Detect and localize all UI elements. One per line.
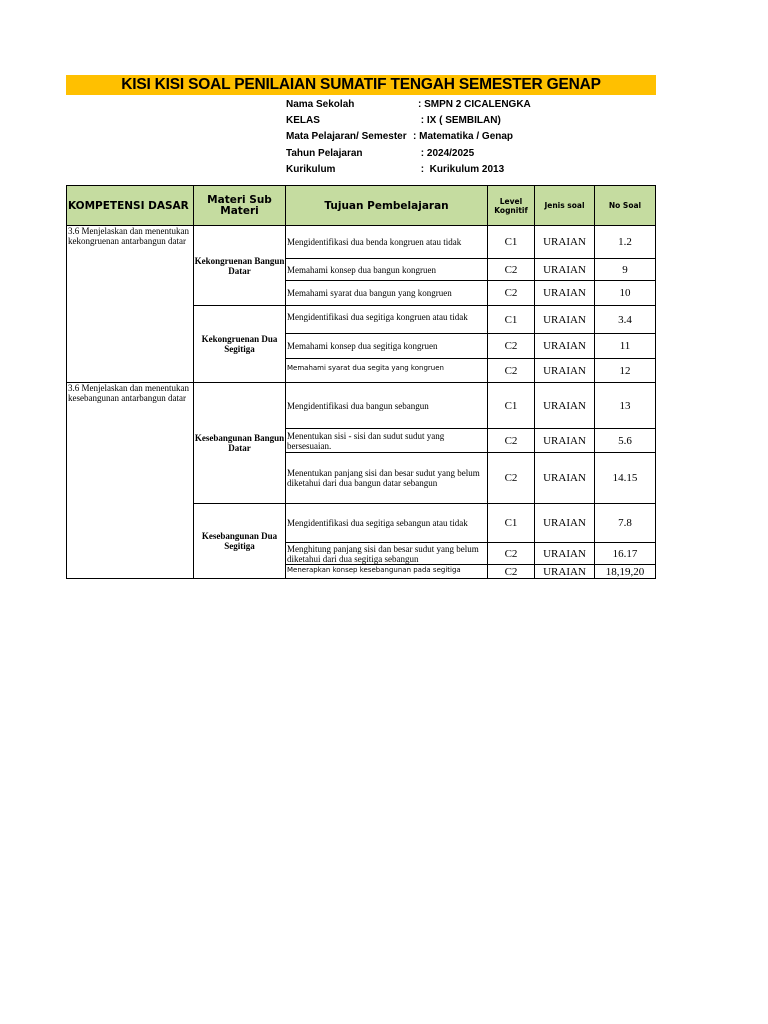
kd-text: 3.6 Menjelaskan dan menentukan kekongruenan antarbangun datar bbox=[68, 226, 189, 246]
level-cell: C2 bbox=[488, 359, 535, 383]
jenis-cell: URAIAN bbox=[535, 565, 595, 579]
info-label: Mata Pelajaran/ Semester bbox=[286, 131, 407, 143]
header-materi: Materi Sub Materi bbox=[194, 186, 286, 226]
jenis-cell: URAIAN bbox=[535, 453, 595, 504]
tujuan-cell: Menerapkan konsep kesebangunan pada segitiga bbox=[286, 565, 488, 579]
kd-cell bbox=[67, 226, 194, 383]
no-soal-cell: 1.2 bbox=[595, 226, 656, 259]
no-soal-cell: 7.8 bbox=[595, 504, 656, 543]
tujuan-cell: Mengidentifikasi dua benda kongruen atau tidak bbox=[286, 226, 488, 259]
kisi-kisi-table bbox=[66, 185, 656, 579]
jenis-cell: URAIAN bbox=[535, 259, 595, 281]
no-soal-cell: 14.15 bbox=[595, 453, 656, 504]
no-soal-cell: 12 bbox=[595, 359, 656, 383]
jenis-cell: URAIAN bbox=[535, 281, 595, 306]
header-kompetensi-dasar: KOMPETENSI DASAR bbox=[67, 186, 194, 226]
jenis-cell: URAIAN bbox=[535, 306, 595, 334]
tujuan-cell: Memahami syarat dua segita yang kongruen bbox=[286, 359, 488, 383]
tujuan-cell: Memahami konsep dua bangun kongruen bbox=[286, 259, 488, 281]
materi-cell: Kesebangunan Dua Segitiga bbox=[194, 504, 286, 579]
level-cell: C1 bbox=[488, 306, 535, 334]
tujuan-cell: Memahami konsep dua segitiga kongruen bbox=[286, 334, 488, 359]
tujuan-cell: Menentukan sisi - sisi dan sudut sudut yang bersesuaian. bbox=[286, 429, 488, 453]
info-label: Kurikulum bbox=[286, 163, 336, 175]
level-cell: C2 bbox=[488, 259, 535, 281]
document-title: KISI KISI SOAL PENILAIAN SUMATIF TENGAH SEMESTER GENAP bbox=[66, 75, 656, 95]
no-soal-cell: 9 bbox=[595, 259, 656, 281]
level-cell: C2 bbox=[488, 429, 535, 453]
tujuan-cell: Menentukan panjang sisi dan besar sudut yang belum diketahui dari dua bangun datar sebangun bbox=[286, 453, 488, 504]
jenis-cell: URAIAN bbox=[535, 226, 595, 259]
no-soal-cell: 3.4 bbox=[595, 306, 656, 334]
kd-text: 3.6 Menjelaskan dan menentukan kesebangunan antarbangun datar bbox=[68, 383, 189, 403]
tujuan-cell: Mengidentifikasi dua segitiga sebangun atau tidak bbox=[286, 504, 488, 543]
jenis-cell: URAIAN bbox=[535, 543, 595, 565]
level-cell: C2 bbox=[488, 543, 535, 565]
info-value: : 2024/2025 bbox=[418, 147, 475, 159]
table-row bbox=[67, 383, 656, 429]
jenis-cell: URAIAN bbox=[535, 429, 595, 453]
level-cell: C2 bbox=[488, 565, 535, 579]
table-row bbox=[67, 226, 656, 259]
jenis-cell: URAIAN bbox=[535, 504, 595, 543]
no-soal-cell: 18,19,20 bbox=[595, 565, 656, 579]
level-cell: C1 bbox=[488, 383, 535, 429]
materi-cell: Kekongruenan Bangun Datar bbox=[194, 226, 286, 306]
no-soal-cell: 5.6 bbox=[595, 429, 656, 453]
tujuan-cell: Menghitung panjang sisi dan besar sudut yang belum diketahui dari dua segitiga sebangun bbox=[286, 543, 488, 565]
level-cell: C1 bbox=[488, 504, 535, 543]
header-row bbox=[67, 186, 656, 226]
tujuan-cell: Memahami syarat dua bangun yang kongruen bbox=[286, 281, 488, 306]
info-label: Tahun Pelajaran bbox=[286, 147, 363, 159]
level-cell: C2 bbox=[488, 334, 535, 359]
info-label: Nama Sekolah bbox=[286, 99, 355, 110]
level-cell: C1 bbox=[488, 226, 535, 259]
materi-cell: Kesebangunan Bangun Datar bbox=[194, 383, 286, 504]
no-soal-cell: 16.17 bbox=[595, 543, 656, 565]
header-jenis: Jenis soal bbox=[535, 186, 595, 226]
jenis-cell: URAIAN bbox=[535, 383, 595, 429]
jenis-cell: URAIAN bbox=[535, 334, 595, 359]
header-tujuan: Tujuan Pembelajaran bbox=[286, 186, 488, 226]
info-value: : IX ( SEMBILAN) bbox=[418, 115, 501, 127]
info-value: : Kurikulum 2013 bbox=[418, 163, 505, 175]
no-soal-cell: 13 bbox=[595, 383, 656, 429]
info-value: : Matematika / Genap bbox=[413, 131, 514, 143]
materi-cell: Kekongruenan Dua Segitiga bbox=[194, 306, 286, 383]
kd-cell bbox=[67, 383, 194, 579]
no-soal-cell: 11 bbox=[595, 334, 656, 359]
header-no-soal: No Soal bbox=[595, 186, 656, 226]
level-cell: C2 bbox=[488, 281, 535, 306]
info-value: : SMPN 2 CICALENGKA bbox=[418, 99, 531, 110]
tujuan-cell: Mengidentifikasi dua segitiga kongruen atau tidak bbox=[286, 306, 488, 334]
tujuan-cell: Mengidentifikasi dua bangun sebangun bbox=[286, 383, 488, 429]
level-cell: C2 bbox=[488, 453, 535, 504]
info-label: KELAS bbox=[286, 115, 320, 127]
no-soal-cell: 10 bbox=[595, 281, 656, 306]
header-level: Level Kognitif bbox=[488, 186, 535, 226]
jenis-cell: URAIAN bbox=[535, 359, 595, 383]
